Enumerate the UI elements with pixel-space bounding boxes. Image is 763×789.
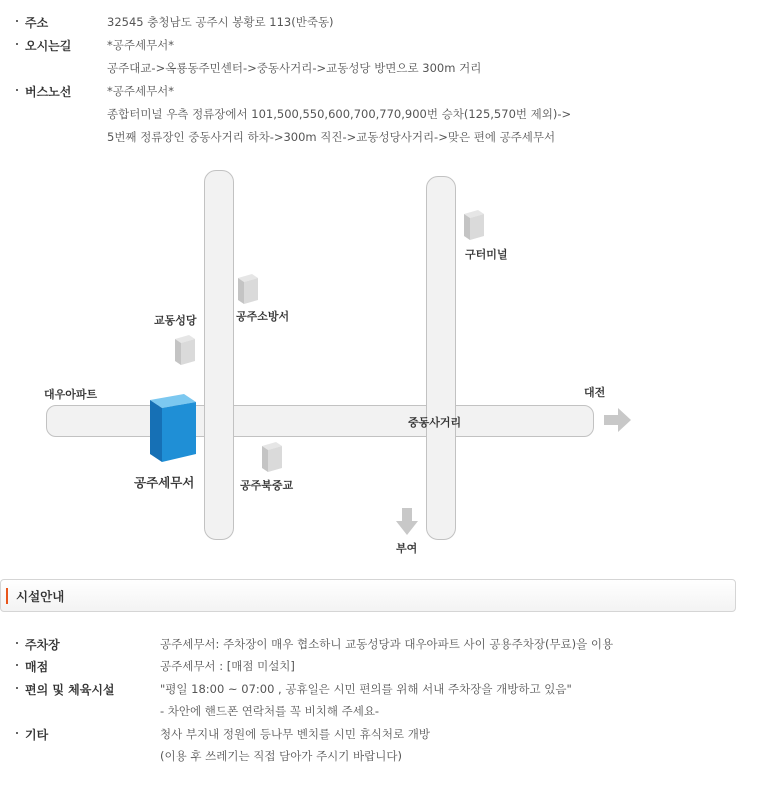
- amenities-row: [0, 679, 763, 699]
- section-title: 시설안내: [16, 589, 65, 604]
- store-label: 매점: [25, 660, 49, 674]
- bullet-icon: [16, 642, 18, 644]
- parking-label: 주차장: [25, 638, 60, 652]
- location-map: [16, 160, 630, 558]
- address-row: [0, 12, 763, 32]
- fire-station-building-icon: [236, 272, 260, 306]
- bus-line-3: 5번째 정류장인 중동사거리 하차->300m 직진->교동성당사거리->맞은 편에 공주세무서: [107, 130, 556, 144]
- directions-row: [0, 35, 763, 55]
- main-road: [46, 405, 594, 437]
- directions-line-2: 공주대교->옥룡동주민센터->중동사거리->교동성당 방면으로 300m 거리: [107, 61, 482, 75]
- directions-label: 오시는길: [25, 39, 72, 53]
- etc-row-2: [0, 746, 763, 766]
- etc-line-1: 청사 부지내 정원에 등나무 벤치를 시민 휴식처로 개방: [160, 727, 430, 741]
- etc-label: 기타: [25, 728, 49, 742]
- store-value: 공주세무서 : [매점 미설치]: [160, 659, 295, 673]
- amenities-label: 편의 및 체육시설: [25, 683, 115, 697]
- parking-value: 공주세무서: 주차장이 매우 협소하니 교동성당과 대우아파트 사이 공용주차장(무료)을 이용: [160, 637, 614, 651]
- bullet-icon: [16, 20, 18, 22]
- middle-school-label: 공주북중교: [240, 479, 294, 492]
- etc-row: [0, 724, 763, 744]
- bus-line-1: *공주세무서*: [107, 84, 175, 98]
- tax-office-label: 공주세무서: [134, 475, 195, 490]
- gyodong-church-label: 교동성당: [154, 314, 197, 327]
- store-row: [0, 656, 763, 676]
- amenities-line-1: "평일 18:00 ~ 07:00 , 공휴일은 시민 편의를 위해 서내 주차장을 개방하고 있음": [160, 682, 572, 696]
- east-arrow-icon: [604, 408, 632, 432]
- facilities-section-header: [0, 579, 736, 612]
- bullet-icon: [16, 89, 18, 91]
- intersection-left: [205, 406, 231, 434]
- daewoo-apt-label: 대우아파트: [44, 388, 98, 401]
- parking-row: [0, 634, 763, 654]
- fire-station-label: 공주소방서: [236, 310, 290, 323]
- amenities-row-2: [0, 701, 763, 721]
- tax-office-building-icon: [148, 392, 198, 464]
- right-cross-road: [426, 176, 456, 540]
- bullet-icon: [16, 43, 18, 45]
- amenities-line-2: - 차안에 핸드폰 연락처를 꼭 비치해 주세요-: [160, 704, 380, 718]
- south-arrow-icon: [396, 508, 418, 536]
- directions-line-1: *공주세무서*: [107, 38, 175, 52]
- bullet-icon: [16, 664, 18, 666]
- terminal-label: 구터미널: [465, 248, 508, 261]
- etc-line-2: (이용 후 쓰레기는 직접 담아가 주시기 바랍니다): [160, 749, 402, 763]
- address-label: 주소: [25, 16, 49, 30]
- bus-label: 버스노선: [25, 85, 72, 99]
- bus-row-3: [0, 127, 763, 147]
- buyeo-label: 부여: [396, 542, 418, 555]
- church-building-icon: [173, 333, 197, 367]
- bus-row: [0, 81, 763, 101]
- jungdong-intersection-label: 중동사거리: [408, 416, 462, 429]
- bus-line-2: 종합터미널 우측 정류장에서 101,500,550,600,700,770,900번 승차(125,570번 제외)->: [107, 107, 572, 121]
- daejeon-label: 대전: [584, 386, 606, 399]
- address-value: 32545 충청남도 공주시 봉황로 113(반죽동): [107, 15, 334, 29]
- bullet-icon: [16, 687, 18, 689]
- middle-school-building-icon: [260, 440, 284, 474]
- directions-row-2: [0, 58, 763, 78]
- left-cross-road: [204, 170, 234, 540]
- bullet-icon: [16, 732, 18, 734]
- terminal-building-icon: [462, 208, 486, 242]
- section-accent: [6, 588, 8, 604]
- bus-row-2: [0, 104, 763, 124]
